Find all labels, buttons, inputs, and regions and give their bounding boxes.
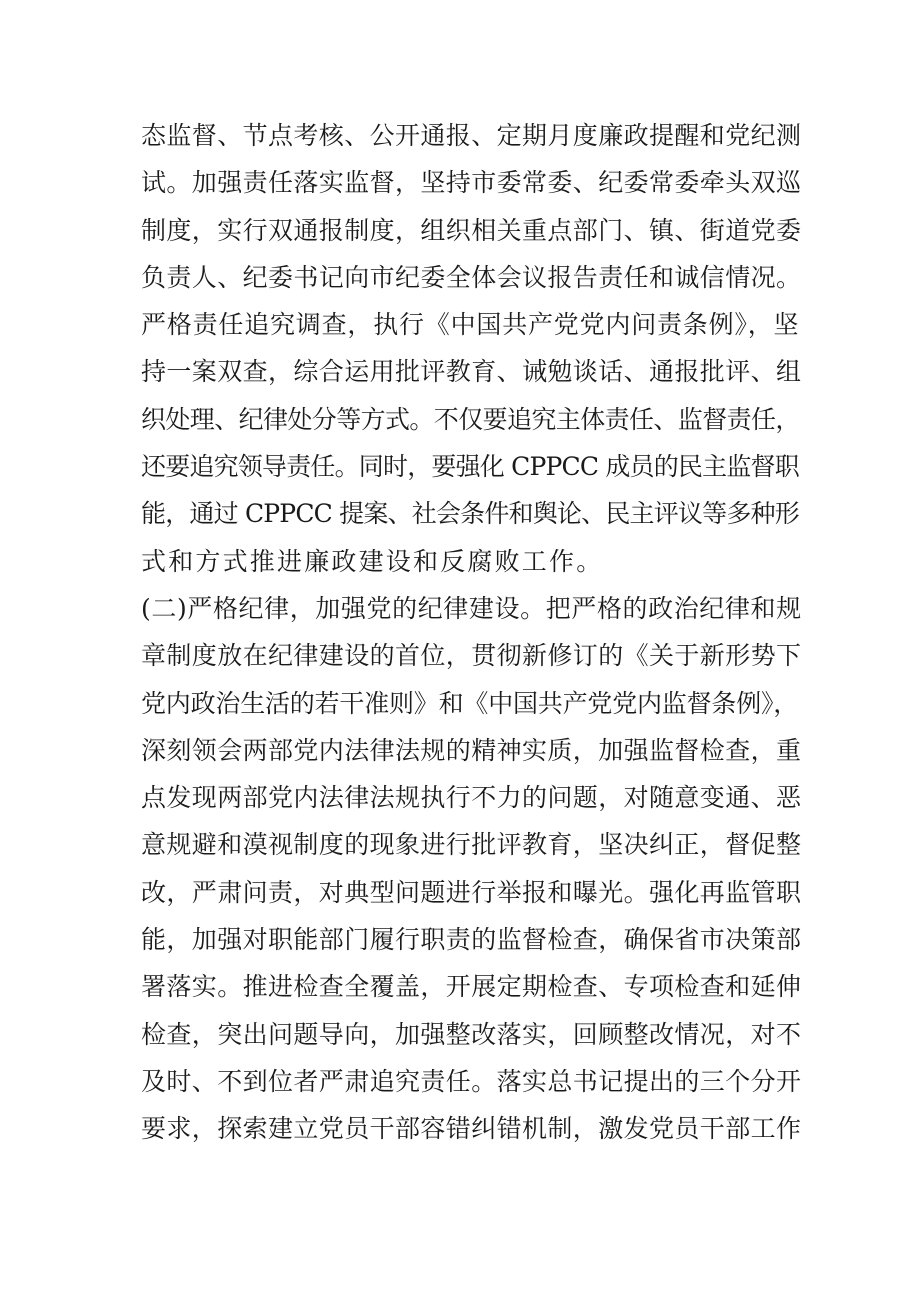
text-line: 改，严肃问责，对典型问题进行举报和曝光。强化再监管职	[141, 877, 802, 907]
body-text	[141, 112, 801, 1153]
text-line: 党内政治生活的若干准则》和《中国共产党党内监督条例》，	[141, 688, 799, 718]
text-line: 严格责任追究调查，执行《中国共产党党内问责条例》，坚	[141, 310, 800, 340]
text-line: 持一案双查，综合运用批评教育、诫勉谈话、通报批评、组	[141, 357, 802, 387]
text-line: 深刻领会两部党内法律法规的精神实质，加强监督检查，重	[141, 735, 802, 765]
text-line: 章制度放在纪律建设的首位，贯彻新修订的《关于新形势下	[141, 641, 802, 671]
text-line: 意规避和漠视制度的现象进行批评教育，坚决纠正，督促整	[141, 830, 802, 860]
text-line: 试。加强责任落实监督，坚持市委常委、纪委常委牵头双巡	[141, 168, 802, 198]
text-line: 态监督、节点考核、公开通报、定期月度廉政提醒和党纪测	[141, 121, 802, 150]
text-line: 制度，实行双通报制度，组织相关重点部门、镇、街道党委	[141, 215, 802, 245]
text-line: 能，加强对职能部门履行职责的监督检查，确保省市决策部	[141, 925, 802, 955]
text-line: 织处理、纪律处分等方式。不仅要追究主体责任、监督责任，	[141, 404, 800, 434]
text-line: 还要追究领导责任。同时，要强化 CPPCC 成员的民主监督职	[141, 452, 799, 482]
text-line: 及时、不到位者严肃追究责任。落实总书记提出的三个分开	[141, 1066, 802, 1096]
text-line: 署落实。推进检查全覆盖，开展定期检查、专项检查和延伸	[141, 972, 802, 1002]
text-line: 检查，突出问题导向，加强整改落实，回顾整改情况，对不	[141, 1019, 802, 1049]
text-line: 式和方式推进廉政建设和反腐败工作。	[141, 546, 604, 576]
text-line: 能，通过 CPPCC 提案、社会条件和舆论、民主评议等多种形	[141, 499, 799, 529]
text-line: (二)严格纪律，加强党的纪律建设。把严格的政治纪律和规	[141, 593, 802, 623]
text-line: 点发现两部党内法律法规执行不力的问题，对随意变通、恶	[141, 783, 802, 813]
text-line: 负责人、纪委书记向市纪委全体会议报告责任和诚信情况。	[141, 262, 802, 292]
text-line: 要求，探索建立党员干部容错纠错机制，激发党员干部工作	[141, 1114, 802, 1144]
